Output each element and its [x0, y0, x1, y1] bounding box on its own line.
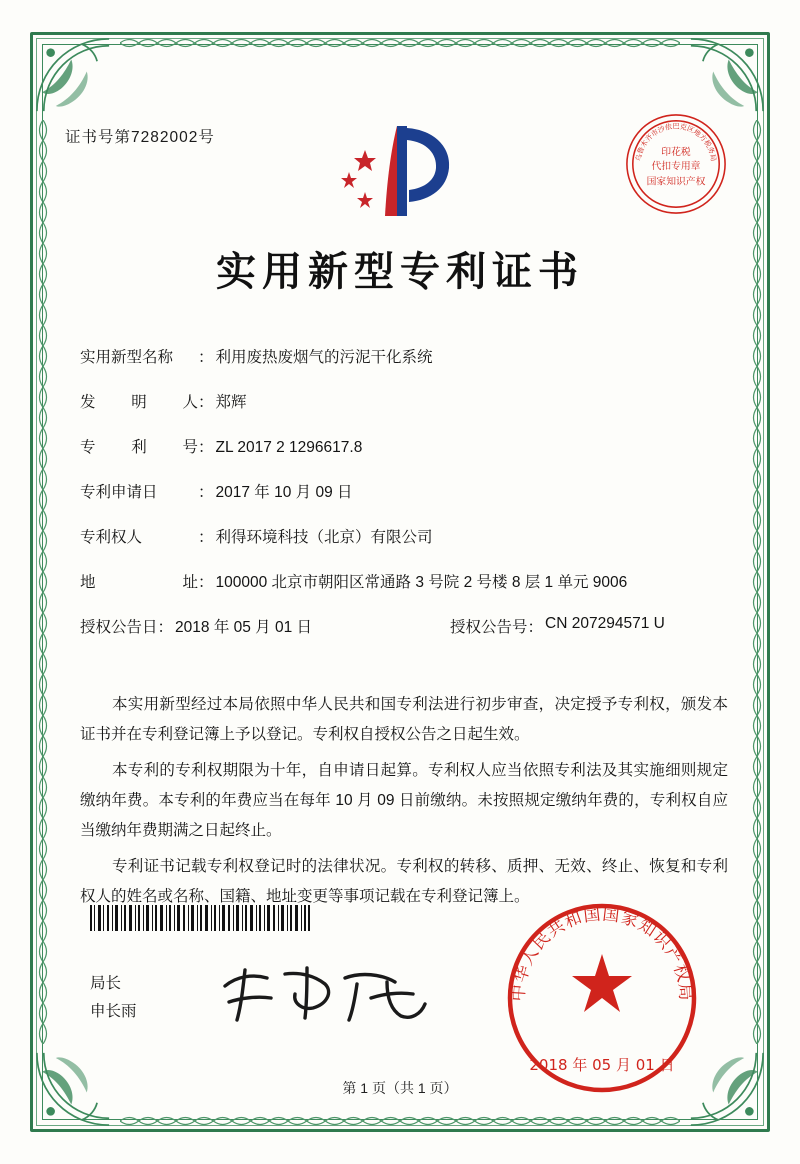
field-colon: ：: [198, 484, 214, 501]
field-colon: ：: [527, 619, 544, 636]
border-vine-pattern: [36, 120, 50, 1044]
tax-stamp: [622, 110, 730, 218]
field-row-address: [80, 570, 730, 592]
handwritten-signature-icon: [215, 958, 445, 1028]
certificate-content: [60, 60, 740, 1104]
field-value: 利得环境科技（北京）有限公司: [215, 529, 433, 546]
page-footer: 第 1 页（共 1 页）: [342, 1080, 458, 1096]
field-value: 100000 北京市朝阳区常通路 3 号院 2 号楼 8 层 1 单元 9006: [215, 574, 628, 591]
page-title: 实用新型专利证书: [216, 249, 584, 295]
field-label: 授权公告日: [80, 619, 158, 636]
field-label: 授权公告号: [450, 619, 528, 636]
field-label: 发 明 人: [80, 394, 198, 411]
field-row-utility-model-name: [80, 345, 730, 367]
tax-stamp-ring-text: 乌鲁木齐市沙依巴克区地方税务局: [633, 121, 719, 162]
legal-text-block: [80, 690, 728, 918]
field-colon: ：: [198, 574, 214, 591]
tax-stamp-line2: 代扣专用章: [651, 160, 701, 172]
field-value: CN 207294571 U: [545, 615, 665, 632]
field-list: [80, 345, 730, 651]
legal-paragraph: 本实用新型经过本局依照中华人民共和国专利法进行初步审查，决定授予专利权，颁发本证书并在专利登记簿上予以登记。专利权自授权公告之日起生效。: [80, 696, 728, 743]
field-value: 2017 年 10 月 09 日: [215, 484, 353, 501]
director-title: 局长: [90, 975, 122, 992]
cnipa-logo-icon: [335, 120, 465, 225]
field-row-patentee: [80, 525, 730, 547]
field-colon: ：: [198, 439, 214, 456]
field-value: 2018 年 05 月 01 日: [175, 619, 313, 636]
field-label: 实用新型名称: [80, 349, 174, 366]
field-label: 专 利 号: [80, 439, 198, 456]
grant-publication-number-group: [450, 615, 665, 637]
field-colon: ：: [198, 349, 214, 366]
signature-block: [90, 970, 137, 1026]
border-vine-pattern: [120, 1114, 680, 1128]
field-colon: ：: [198, 529, 214, 546]
barcode: [90, 905, 310, 931]
field-row-inventor: [80, 390, 730, 412]
official-seal: [502, 898, 702, 1098]
field-colon: ：: [157, 619, 174, 636]
field-value: ZL 2017 2 1296617.8: [215, 439, 363, 456]
field-row-grant-info: [80, 615, 730, 637]
field-row-patent-number: [80, 435, 730, 457]
tax-stamp-line1: 印花税: [661, 147, 691, 159]
legal-paragraph: 本专利的专利权期限为十年，自申请日起算。专利权人应当依照专利法及其实施细则规定缴纳年费。本专利的年费应当在每年 10 月 09 日前缴纳。未按照规定缴纳年费的，专利权自应当缴纳年费期满之日起终止。: [80, 762, 728, 839]
field-row-application-date: [80, 480, 730, 502]
field-value: 利用废热废烟气的污泥干化系统: [215, 349, 433, 366]
field-label: 专利申请日: [80, 484, 158, 501]
seal-ring-text: 中华人民共和国国家知识产权局: [508, 904, 696, 1003]
border-vine-pattern: [750, 120, 764, 1044]
field-value: 郑辉: [215, 394, 247, 411]
field-label: 地 址: [80, 574, 198, 591]
field-label: 专利权人: [80, 529, 143, 546]
field-colon: ：: [198, 394, 214, 411]
border-vine-pattern: [120, 36, 680, 50]
certificate-number: 证书号第7282002号: [65, 129, 215, 146]
tax-stamp-line3: 国家知识产权: [646, 176, 706, 188]
grant-date-group: [80, 615, 450, 637]
legal-paragraph: 专利证书记载专利权登记时的法律状况。专利权的转移、质押、无效、终止、恢复和专利权人的姓名或名称、国籍、地址变更等事项记载在专利登记簿上。: [80, 858, 728, 905]
director-name: 申长雨: [90, 1003, 137, 1020]
seal-date: 2018 年 05 月 01 日: [529, 1056, 675, 1074]
